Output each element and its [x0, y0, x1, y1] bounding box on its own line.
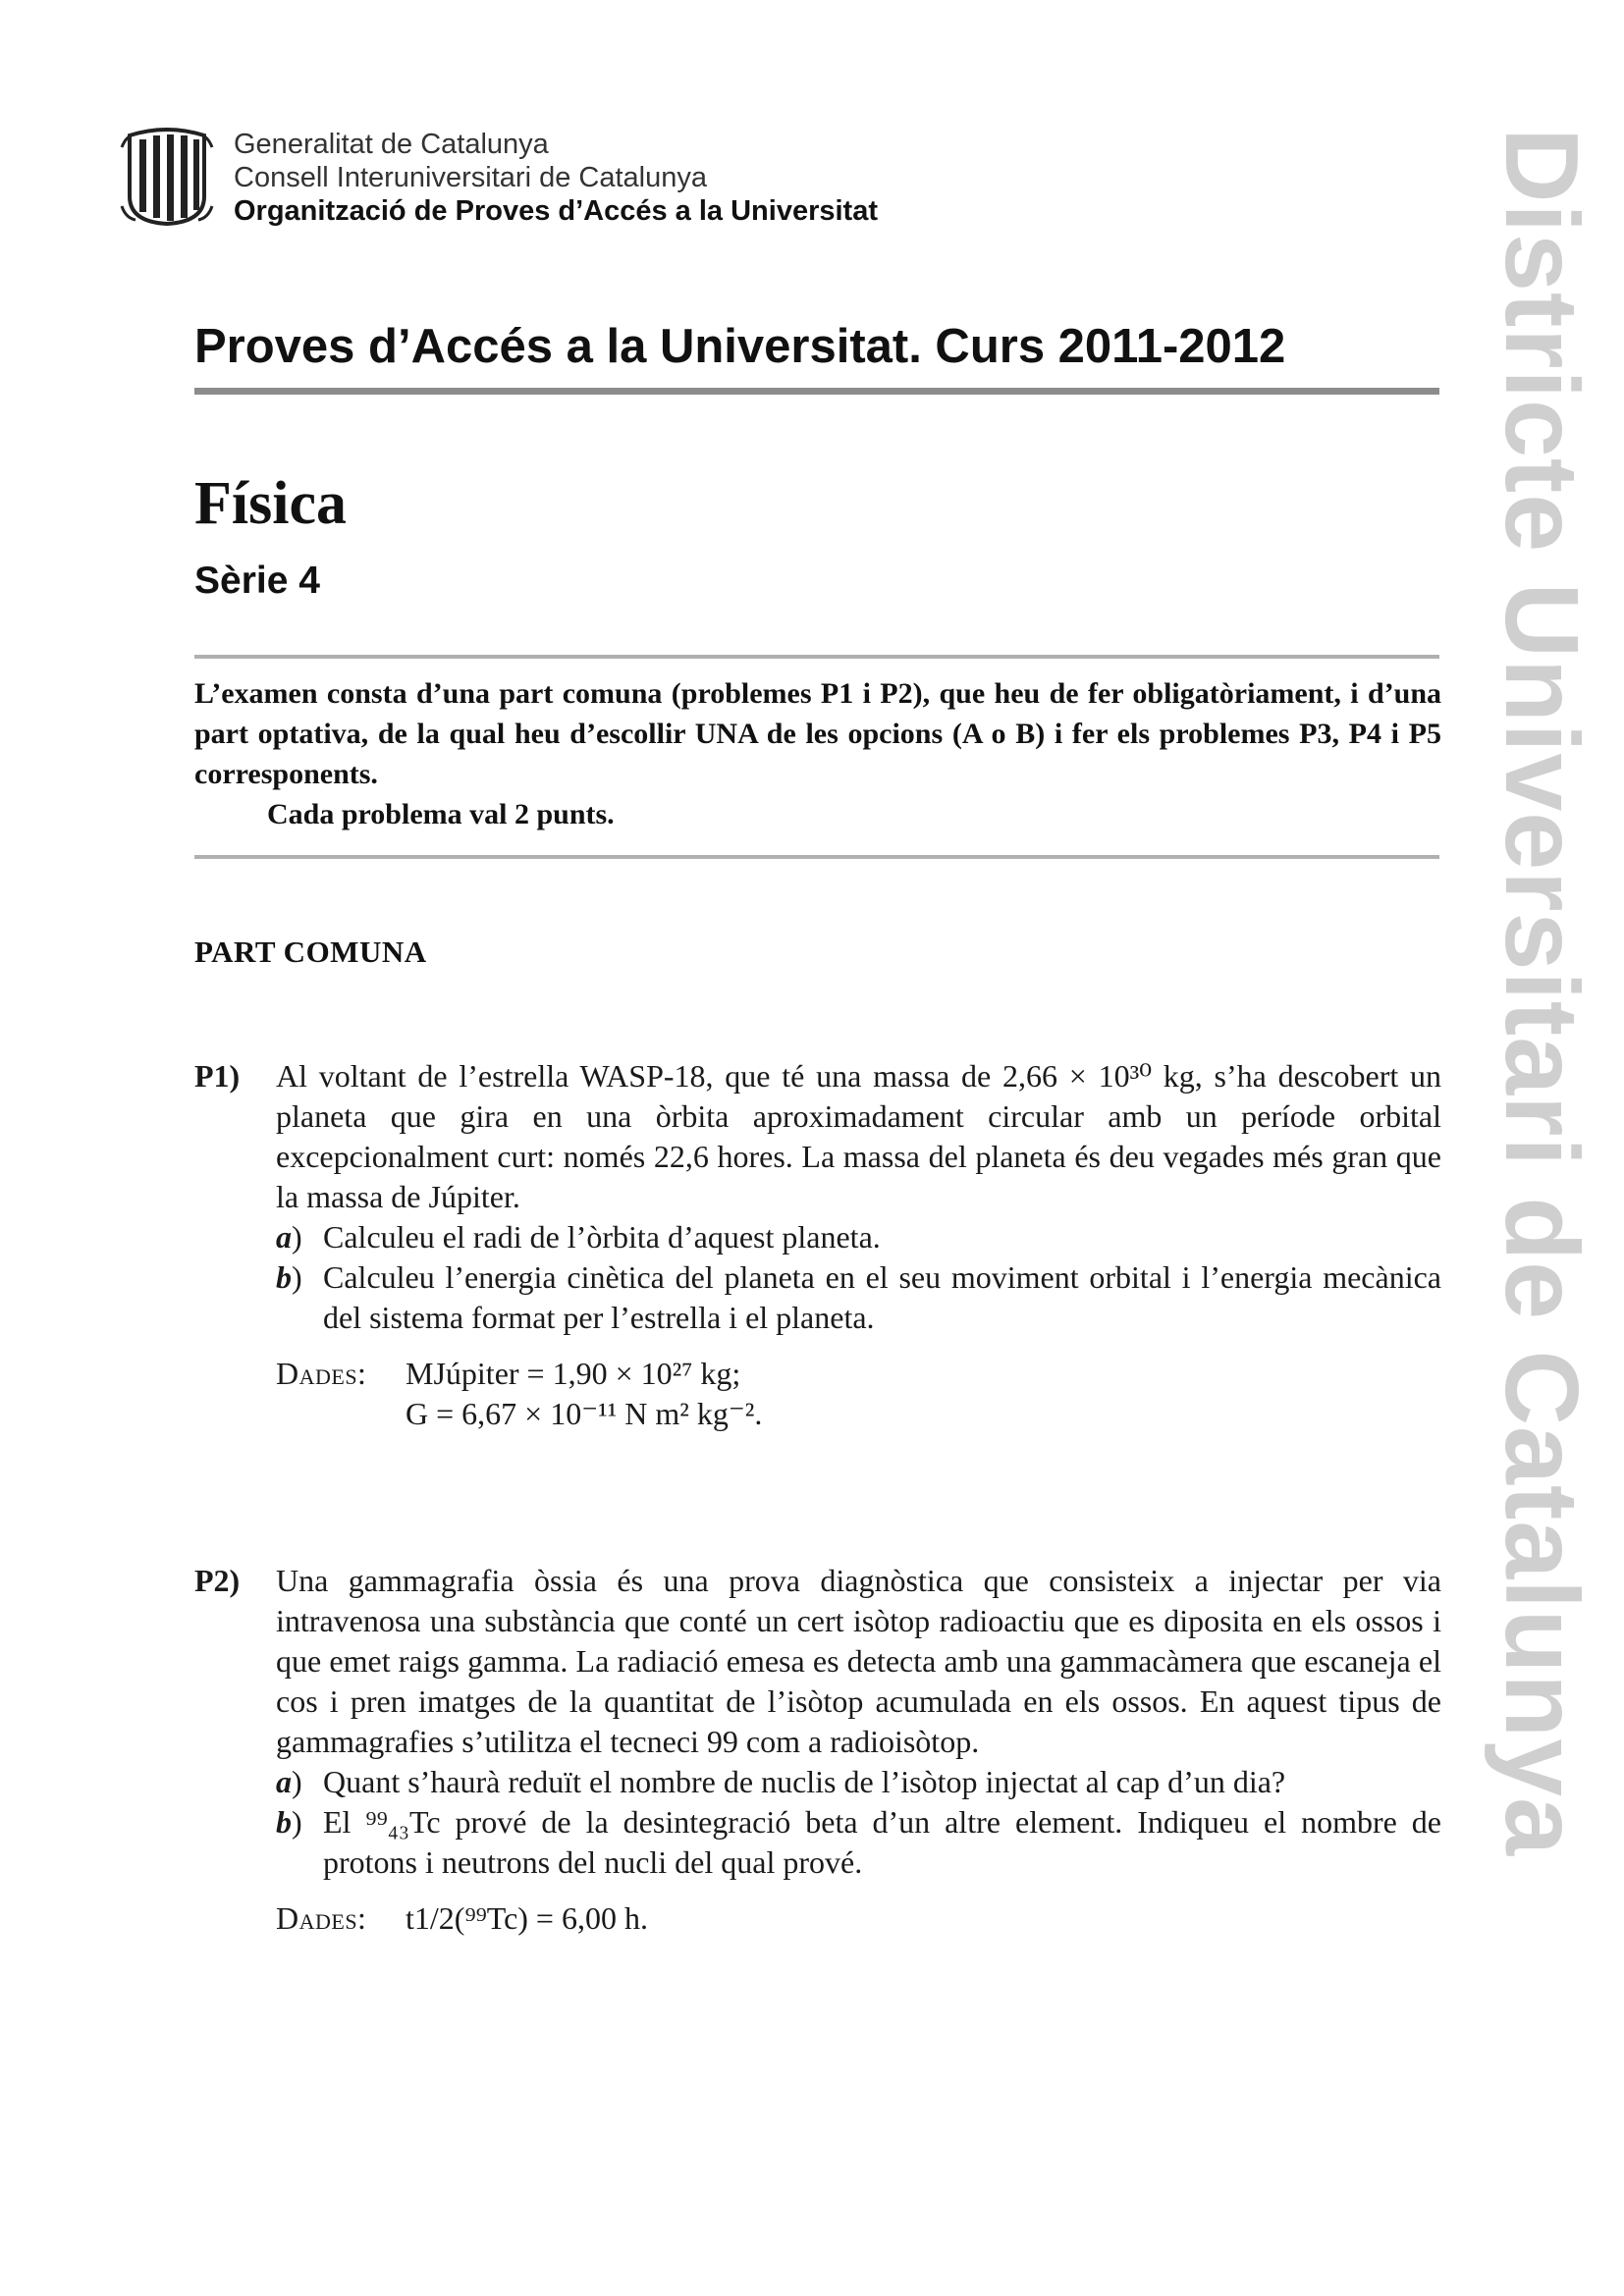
- intro-top-divider: [194, 655, 1439, 659]
- subject-title: Física: [194, 470, 347, 537]
- subquestion-a: a) Calculeu el radi de l’òrbita d’aquest planeta.: [276, 1219, 881, 1255]
- problem-number: P1): [194, 1058, 241, 1094]
- header-organization: [234, 128, 878, 228]
- data-value-mass-jupiter: MJúpiter = 1,90 × 10²⁷ kg;: [406, 1356, 741, 1391]
- subquestion-text: Quant s’haurà reduït el nombre de nuclis de l’isòtop injectat al cap d’un dia?: [323, 1764, 1286, 1799]
- points-note: Cada problema val 2 punts.: [267, 798, 615, 830]
- generalitat-logo-icon: [120, 128, 214, 226]
- data-block: [276, 1898, 1441, 1939]
- problem-number: P2): [194, 1563, 241, 1598]
- part-heading: PART COMUNA: [194, 934, 427, 969]
- problem-p2: [194, 1561, 1441, 1939]
- problem-statement: Una gammagrafia òssia és una prova diagnòstica que consisteix a injectar per via intravenosa una substància que conté un cert isòtop radioactiu que es diposita en els ossos i que emet raigs gamma. La radiació emesa es detecta amb una gammacàmera que escaneja el cos i pren imatges de la quantitat de l’isòtop acumulada en els ossos. En aquest tipus de gammagrafies s’utilitza el tecneci 99 com a radioisòtop.: [276, 1563, 1441, 1759]
- org-line-1: Generalitat de Catalunya: [234, 129, 549, 160]
- title-divider: [194, 388, 1439, 395]
- subquestion-label: b: [276, 1804, 292, 1840]
- data-value-g: G = 6,67 × 10⁻¹¹ N m² kg⁻².: [406, 1396, 763, 1431]
- problem-statement: Al voltant de l’estrella WASP-18, que té una massa de 2,66 × 10³⁰ kg, s’ha descobert un planeta que gira en una òrbita aproximadament circular amb un període orbital excepcionalment curt: només 22,6 hores. La massa del planeta és deu vegades més gran que la massa de Júpiter.: [276, 1058, 1441, 1214]
- data-value-half-life: t1/2(⁹⁹Tc) = 6,00 h.: [406, 1900, 648, 1936]
- data-block: [276, 1354, 1441, 1434]
- org-line-2: Consell Interuniversitari de Catalunya: [234, 162, 707, 193]
- exam-instructions: [194, 673, 1441, 834]
- problem-p1: [194, 1056, 1441, 1434]
- subquestion-label: b: [276, 1259, 292, 1295]
- subquestion-label: a: [276, 1764, 292, 1799]
- subquestion-a: a) Quant s’haurà reduït el nombre de nuclis de l’isòtop injectat al cap d’un dia?: [276, 1764, 1286, 1799]
- page-title: Proves d’Accés a la Universitat. Curs 2011-2012: [194, 320, 1286, 373]
- subquestion-b: b) El ⁹⁹₄₃Tc prové de la desintegració beta d’un altre element. Indiqueu el nombre de protons i neutrons del nucli del qual prové.: [276, 1804, 1441, 1880]
- instructions-text: L’examen consta d’una part comuna (problemes P1 i P2), que heu de fer obligatòriament, i d’una part optativa, de la qual heu d’escollir UNA de les opcions (A o B) i fer els problemes P3, P4 i P5 corresponents.: [194, 677, 1441, 790]
- district-watermark: Districte Universitari de Catalunya: [1484, 128, 1599, 1857]
- org-line-3: Organització de Proves d’Accés a la Universitat: [234, 195, 878, 227]
- data-label: Dades:: [276, 1900, 367, 1936]
- intro-bottom-divider: [194, 855, 1439, 859]
- data-label: Dades:: [276, 1356, 367, 1391]
- subquestion-b: b) Calculeu l’energia cinètica del planeta en el seu moviment orbital i l’energia mecànica del sistema format per l’estrella i el planeta.: [276, 1259, 1441, 1335]
- subquestion-label: a: [276, 1219, 292, 1255]
- subquestion-text: Calculeu el radi de l’òrbita d’aquest planeta.: [323, 1219, 881, 1255]
- subquestion-text: Calculeu l’energia cinètica del planeta en el seu moviment orbital i l’energia mecànica del sistema format per l’estrella i el planeta.: [323, 1259, 1441, 1335]
- serie-label: Sèrie 4: [194, 560, 320, 602]
- subquestion-text: El ⁹⁹₄₃Tc prové de la desintegració beta d’un altre element. Indiqueu el nombre de protons i neutrons del nucli del qual prové.: [323, 1804, 1441, 1880]
